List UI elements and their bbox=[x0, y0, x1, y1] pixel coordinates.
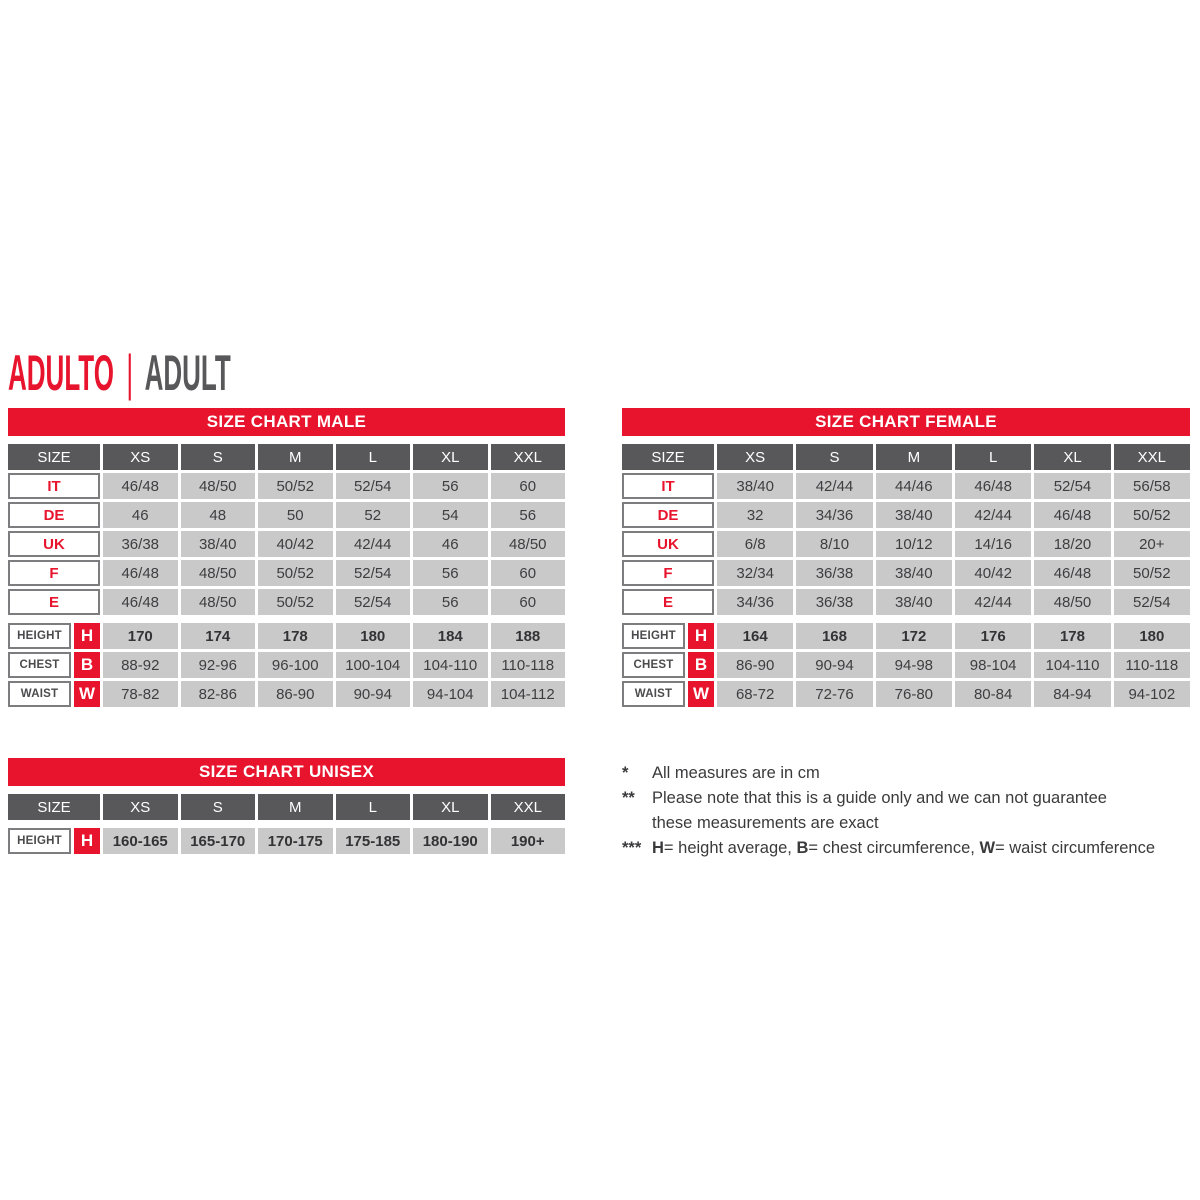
size-row-f bbox=[622, 560, 1190, 586]
col-header-m: M bbox=[258, 794, 333, 820]
measure-code-badge-b: B bbox=[688, 652, 714, 678]
measure-cell: 104-110 bbox=[1034, 652, 1110, 678]
measure-cell: 96-100 bbox=[258, 652, 333, 678]
col-header-l: L bbox=[955, 444, 1031, 470]
measure-cell: 72-76 bbox=[796, 681, 872, 707]
size-row-uk bbox=[622, 531, 1190, 557]
size-cell: 38/40 bbox=[876, 560, 952, 586]
measure-cell: 184 bbox=[413, 623, 488, 649]
size-cell: 56 bbox=[491, 502, 566, 528]
measure-label-text: CHEST bbox=[622, 652, 685, 678]
measure-row-height bbox=[8, 828, 565, 854]
size-cell: 14/16 bbox=[955, 531, 1031, 557]
footnote-segment: = chest circumference, bbox=[808, 839, 980, 857]
size-row-f bbox=[8, 560, 565, 586]
title-adulto: ADULTO bbox=[8, 345, 114, 401]
size-cell: 52/54 bbox=[1114, 589, 1190, 615]
measure-code-badge-w: W bbox=[688, 681, 714, 707]
size-cell: 32 bbox=[717, 502, 793, 528]
size-cell: 42/44 bbox=[796, 473, 872, 499]
size-cell: 56 bbox=[413, 589, 488, 615]
size-cell: 8/10 bbox=[796, 531, 872, 557]
measure-cell: 180 bbox=[336, 623, 411, 649]
row-label-uk: UK bbox=[8, 531, 100, 557]
measure-cell: 178 bbox=[258, 623, 333, 649]
measure-code-badge-w: W bbox=[74, 681, 100, 707]
size-cell: 50/52 bbox=[1114, 502, 1190, 528]
size-cell: 44/46 bbox=[876, 473, 952, 499]
row-label-e: E bbox=[622, 589, 714, 615]
size-row-de bbox=[8, 502, 565, 528]
size-cell: 46/48 bbox=[1034, 560, 1110, 586]
size-cell: 36/38 bbox=[103, 531, 178, 557]
measure-cell: 188 bbox=[491, 623, 566, 649]
size-cell: 52/54 bbox=[336, 589, 411, 615]
measure-cell: 178 bbox=[1034, 623, 1110, 649]
measure-label-height bbox=[622, 623, 714, 649]
measure-label-chest bbox=[622, 652, 714, 678]
size-cell: 36/38 bbox=[796, 560, 872, 586]
size-cell: 38/40 bbox=[876, 589, 952, 615]
footnote-text bbox=[652, 761, 1200, 786]
footnote-text bbox=[652, 836, 1200, 861]
measure-cell: 80-84 bbox=[955, 681, 1031, 707]
size-cell: 60 bbox=[491, 560, 566, 586]
size-chart-unisex-title-bar: SIZE CHART UNISEX bbox=[8, 758, 565, 786]
measure-cell: 86-90 bbox=[258, 681, 333, 707]
measure-cell: 68-72 bbox=[717, 681, 793, 707]
col-header-xl: XL bbox=[413, 444, 488, 470]
title-separator: | bbox=[126, 345, 134, 401]
measure-block bbox=[8, 828, 565, 854]
measure-cell: 168 bbox=[796, 623, 872, 649]
measure-label-text: HEIGHT bbox=[8, 828, 71, 854]
footnote-marker: * bbox=[622, 764, 629, 782]
col-header-s: S bbox=[181, 794, 256, 820]
footnote-1 bbox=[622, 761, 1200, 786]
size-cell: 46/48 bbox=[103, 473, 178, 499]
measure-cell: 110-118 bbox=[1114, 652, 1190, 678]
size-cell: 40/42 bbox=[955, 560, 1031, 586]
footnote-text bbox=[652, 786, 1200, 836]
measure-cell: 172 bbox=[876, 623, 952, 649]
measure-cell: 94-104 bbox=[413, 681, 488, 707]
size-cell: 38/40 bbox=[181, 531, 256, 557]
size-cell: 56 bbox=[413, 473, 488, 499]
measure-cell: 90-94 bbox=[336, 681, 411, 707]
size-cell: 46 bbox=[413, 531, 488, 557]
measure-cell: 110-118 bbox=[491, 652, 566, 678]
title-adult: ADULT bbox=[144, 345, 231, 401]
size-cell: 48 bbox=[181, 502, 256, 528]
size-cell: 34/36 bbox=[717, 589, 793, 615]
row-label-uk: UK bbox=[622, 531, 714, 557]
size-cell: 56/58 bbox=[1114, 473, 1190, 499]
size-cell: 46 bbox=[103, 502, 178, 528]
size-cell: 52 bbox=[336, 502, 411, 528]
row-label-it: IT bbox=[622, 473, 714, 499]
measure-code-badge-h: H bbox=[688, 623, 714, 649]
size-cell: 46/48 bbox=[955, 473, 1031, 499]
size-cell: 48/50 bbox=[1034, 589, 1110, 615]
size-cell: 52/54 bbox=[336, 560, 411, 586]
page-title bbox=[8, 344, 436, 401]
size-cell: 60 bbox=[491, 473, 566, 499]
col-header-xl: XL bbox=[413, 794, 488, 820]
measure-label-text: HEIGHT bbox=[622, 623, 685, 649]
measure-cell: 160-165 bbox=[103, 828, 178, 854]
footnote-segment: these measurements are exact bbox=[652, 814, 879, 832]
measure-cell: 175-185 bbox=[336, 828, 411, 854]
measure-cell: 104-110 bbox=[413, 652, 488, 678]
measure-row-height bbox=[8, 623, 565, 649]
footnote-segment: = waist circumference bbox=[995, 839, 1156, 857]
measure-cell: 170 bbox=[103, 623, 178, 649]
size-chart-unisex-table bbox=[8, 758, 565, 857]
size-column-header: SIZE bbox=[8, 444, 100, 470]
measure-cell: 92-96 bbox=[181, 652, 256, 678]
size-row-uk bbox=[8, 531, 565, 557]
size-cell: 38/40 bbox=[717, 473, 793, 499]
measure-code-badge-b: B bbox=[74, 652, 100, 678]
footnote-segment: Please note that this is a guide only and we can not guarantee bbox=[652, 789, 1107, 807]
footnote-bold-term: H bbox=[652, 839, 664, 857]
size-cell: 42/44 bbox=[955, 502, 1031, 528]
col-header-l: L bbox=[336, 444, 411, 470]
measure-cell: 176 bbox=[955, 623, 1031, 649]
col-header-xs: XS bbox=[103, 444, 178, 470]
size-row-de bbox=[622, 502, 1190, 528]
measure-cell: 86-90 bbox=[717, 652, 793, 678]
size-cell: 60 bbox=[491, 589, 566, 615]
row-label-it: IT bbox=[8, 473, 100, 499]
measure-row-waist bbox=[622, 681, 1190, 707]
measure-cell: 94-102 bbox=[1114, 681, 1190, 707]
size-cell: 36/38 bbox=[796, 589, 872, 615]
measure-cell: 90-94 bbox=[796, 652, 872, 678]
measure-cell: 88-92 bbox=[103, 652, 178, 678]
size-row-e bbox=[622, 589, 1190, 615]
measure-row-chest bbox=[622, 652, 1190, 678]
col-header-m: M bbox=[876, 444, 952, 470]
measure-label-text: WAIST bbox=[622, 681, 685, 707]
measure-cell: 180 bbox=[1114, 623, 1190, 649]
size-cell: 20+ bbox=[1114, 531, 1190, 557]
row-label-de: DE bbox=[8, 502, 100, 528]
row-label-de: DE bbox=[622, 502, 714, 528]
size-cell: 42/44 bbox=[336, 531, 411, 557]
col-header-l: L bbox=[336, 794, 411, 820]
col-header-s: S bbox=[796, 444, 872, 470]
footnote-segment: = height average, bbox=[663, 839, 797, 857]
size-cell: 52/54 bbox=[336, 473, 411, 499]
measure-label-waist bbox=[622, 681, 714, 707]
size-chart-male-title-bar: SIZE CHART MALE bbox=[8, 408, 565, 436]
size-cell: 10/12 bbox=[876, 531, 952, 557]
col-header-xxl: XXL bbox=[491, 444, 566, 470]
measure-label-height bbox=[8, 623, 100, 649]
col-header-xs: XS bbox=[103, 794, 178, 820]
size-cell: 40/42 bbox=[258, 531, 333, 557]
size-cell: 18/20 bbox=[1034, 531, 1110, 557]
measure-cell: 165-170 bbox=[181, 828, 256, 854]
size-cell: 48/50 bbox=[181, 589, 256, 615]
size-cell: 46/48 bbox=[103, 560, 178, 586]
measure-cell: 170-175 bbox=[258, 828, 333, 854]
size-cell: 50/52 bbox=[1114, 560, 1190, 586]
measure-cell: 174 bbox=[181, 623, 256, 649]
column-header-row bbox=[8, 444, 565, 470]
col-header-xs: XS bbox=[717, 444, 793, 470]
size-cell: 34/36 bbox=[796, 502, 872, 528]
size-cell: 32/34 bbox=[717, 560, 793, 586]
measure-row-waist bbox=[8, 681, 565, 707]
col-header-s: S bbox=[181, 444, 256, 470]
measure-block bbox=[622, 623, 1190, 707]
size-column-header: SIZE bbox=[8, 794, 100, 820]
measure-cell: 78-82 bbox=[103, 681, 178, 707]
size-column-header: SIZE bbox=[622, 444, 714, 470]
measure-cell: 104-112 bbox=[491, 681, 566, 707]
row-label-f: F bbox=[8, 560, 100, 586]
col-header-m: M bbox=[258, 444, 333, 470]
measure-label-chest bbox=[8, 652, 100, 678]
measure-code-badge-h: H bbox=[74, 623, 100, 649]
footnotes bbox=[622, 761, 1200, 861]
size-cell: 48/50 bbox=[181, 473, 256, 499]
col-header-xxl: XXL bbox=[491, 794, 566, 820]
footnote-segment: All measures are in cm bbox=[652, 764, 820, 782]
measure-cell: 84-94 bbox=[1034, 681, 1110, 707]
measure-cell: 94-98 bbox=[876, 652, 952, 678]
col-header-xl: XL bbox=[1034, 444, 1110, 470]
footnote-marker: ** bbox=[622, 789, 635, 807]
size-chart-female-title-bar: SIZE CHART FEMALE bbox=[622, 408, 1190, 436]
row-label-e: E bbox=[8, 589, 100, 615]
measure-label-text: WAIST bbox=[8, 681, 71, 707]
size-row-it bbox=[622, 473, 1190, 499]
measure-label-waist bbox=[8, 681, 100, 707]
size-cell: 48/50 bbox=[181, 560, 256, 586]
size-cell: 54 bbox=[413, 502, 488, 528]
size-cell: 42/44 bbox=[955, 589, 1031, 615]
footnote-3 bbox=[622, 836, 1200, 861]
size-row-it bbox=[8, 473, 565, 499]
measure-cell: 180-190 bbox=[413, 828, 488, 854]
size-cell: 50/52 bbox=[258, 560, 333, 586]
size-chart-female-table bbox=[622, 408, 1190, 710]
size-cell: 50/52 bbox=[258, 473, 333, 499]
col-header-xxl: XXL bbox=[1114, 444, 1190, 470]
size-cell: 52/54 bbox=[1034, 473, 1110, 499]
column-header-row bbox=[8, 794, 565, 820]
size-cell: 46/48 bbox=[103, 589, 178, 615]
measure-cell: 98-104 bbox=[955, 652, 1031, 678]
footnote-2 bbox=[622, 786, 1200, 836]
size-row-e bbox=[8, 589, 565, 615]
column-header-row bbox=[622, 444, 1190, 470]
size-cell: 48/50 bbox=[491, 531, 566, 557]
measure-cell: 82-86 bbox=[181, 681, 256, 707]
measure-cell: 100-104 bbox=[336, 652, 411, 678]
size-cell: 50/52 bbox=[258, 589, 333, 615]
measure-cell: 76-80 bbox=[876, 681, 952, 707]
size-cell: 6/8 bbox=[717, 531, 793, 557]
size-chart-male-table bbox=[8, 408, 565, 710]
size-cell: 56 bbox=[413, 560, 488, 586]
measure-row-height bbox=[622, 623, 1190, 649]
measure-label-text: HEIGHT bbox=[8, 623, 71, 649]
footnote-marker: *** bbox=[622, 839, 642, 857]
size-cell: 46/48 bbox=[1034, 502, 1110, 528]
measure-label-height bbox=[8, 828, 100, 854]
size-cell: 38/40 bbox=[876, 502, 952, 528]
footnote-bold-term: B bbox=[796, 839, 809, 857]
page-title-text bbox=[8, 344, 231, 402]
row-label-f: F bbox=[622, 560, 714, 586]
measure-block bbox=[8, 623, 565, 707]
measure-cell: 164 bbox=[717, 623, 793, 649]
measure-code-badge-h: H bbox=[74, 828, 100, 854]
size-cell: 50 bbox=[258, 502, 333, 528]
measure-row-chest bbox=[8, 652, 565, 678]
footnote-bold-term: W bbox=[979, 839, 996, 857]
measure-label-text: CHEST bbox=[8, 652, 71, 678]
measure-cell: 190+ bbox=[491, 828, 566, 854]
